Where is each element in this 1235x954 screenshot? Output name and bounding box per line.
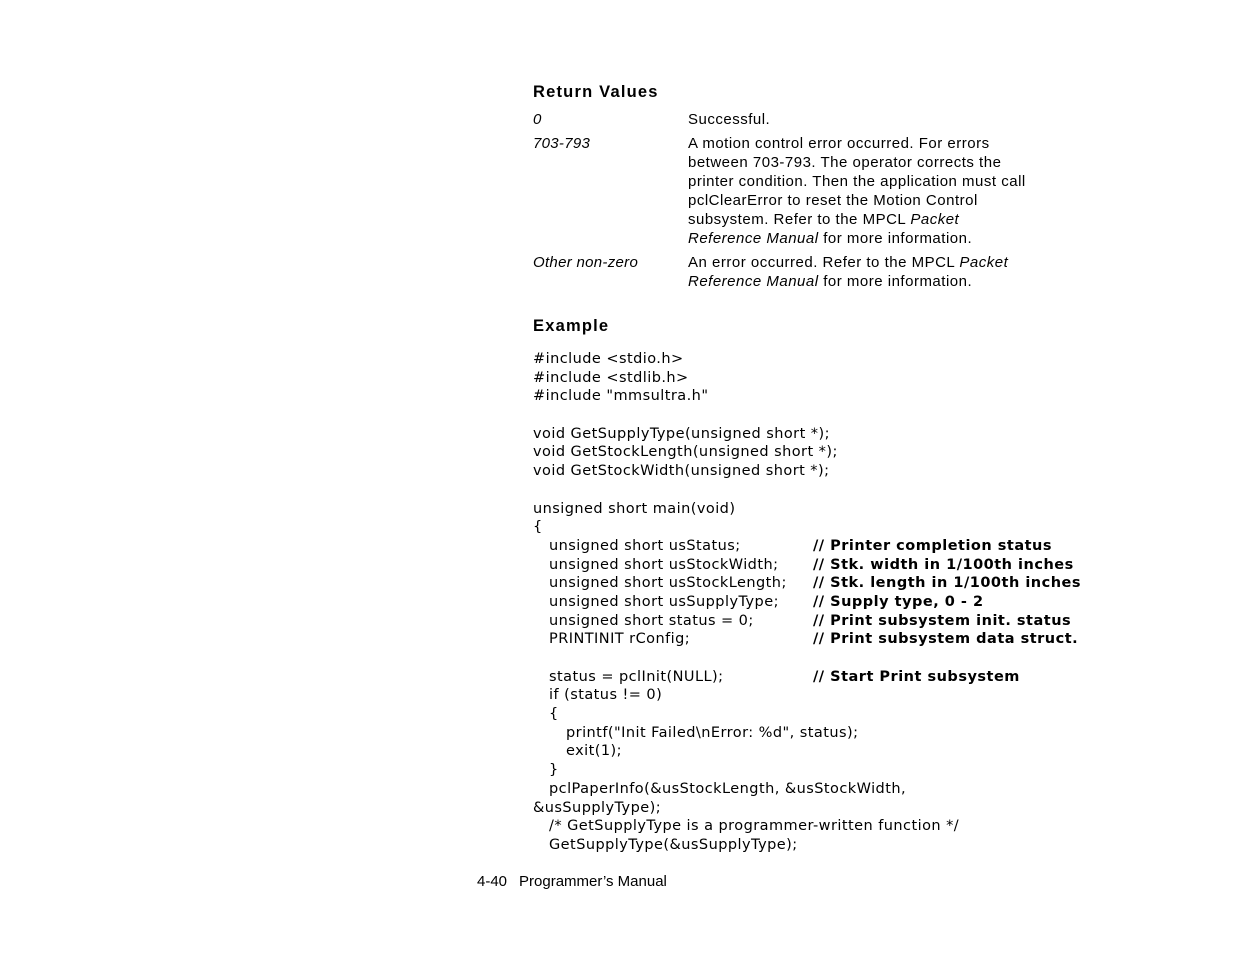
code-line <box>533 443 1133 462</box>
code-line <box>533 742 1133 761</box>
code-statement: unsigned short usSupplyType; <box>549 593 779 610</box>
code-line <box>533 593 1133 612</box>
code-line <box>533 686 1133 705</box>
code-statement: #include "mmsultra.h" <box>533 388 709 405</box>
code-statement: exit(1); <box>566 743 622 760</box>
page-number: 4-40 <box>477 873 508 890</box>
return-value-term: Other non-zero <box>533 254 639 271</box>
return-value-row <box>533 253 1093 291</box>
manual-title-italic: Reference Manual <box>688 230 819 247</box>
code-line <box>533 500 1133 519</box>
code-statement: #include <stdlib.h> <box>533 369 689 386</box>
description-text: pclClearError to reset the Motion Control <box>688 192 978 209</box>
page-footer <box>477 872 667 891</box>
code-statement: if (status != 0) <box>549 687 663 704</box>
code-comment: // Supply type, 0 - 2 <box>813 593 984 610</box>
code-statement: GetSupplyType(&usSupplyType); <box>549 836 798 853</box>
code-line <box>533 799 1133 818</box>
code-comment: // Print subsystem init. status <box>813 612 1072 629</box>
code-statement: unsigned short main(void) <box>533 500 736 517</box>
code-statement: void GetStockLength(unsigned short *); <box>533 444 838 461</box>
return-value-term: 0 <box>533 111 542 128</box>
code-statement: unsigned short usStockLength; <box>549 575 787 592</box>
code-line <box>533 406 1133 425</box>
example-heading: Example <box>533 317 610 335</box>
description-text: Successful. <box>688 111 771 128</box>
description-text: printer condition. Then the application must call <box>688 173 1026 190</box>
code-line <box>533 780 1133 799</box>
code-line <box>533 630 1133 649</box>
manual-title-italic: Packet <box>959 254 1009 271</box>
description-text: An error occurred. Refer to the MPCL <box>688 254 960 271</box>
code-line <box>533 537 1133 556</box>
code-line <box>533 724 1133 743</box>
description-text: for more information. <box>818 230 973 247</box>
code-statement: { <box>533 519 543 536</box>
code-statement: { <box>549 706 559 723</box>
code-statement: void GetStockWidth(unsigned short *); <box>533 463 830 480</box>
code-line <box>533 705 1133 724</box>
code-comment: // Stk. length in 1/100th inches <box>813 575 1081 592</box>
code-statement: } <box>549 762 559 779</box>
code-comment: // Stk. width in 1/100th inches <box>813 556 1074 573</box>
code-statement: pclPaperInfo(&usStockLength, &usStockWidth, <box>549 780 907 797</box>
code-statement: /* GetSupplyType is a programmer-written function */ <box>549 818 960 835</box>
code-example <box>533 350 1133 855</box>
return-values-table <box>533 110 1093 296</box>
code-line <box>533 481 1133 500</box>
code-statement: void GetSupplyType(unsigned short *); <box>533 425 830 442</box>
code-statement: unsigned short status = 0; <box>549 612 754 629</box>
code-line <box>533 649 1133 668</box>
manual-title: Programmer’s Manual <box>519 873 667 890</box>
code-line <box>533 817 1133 836</box>
return-value-description <box>688 253 1088 291</box>
manual-title-italic: Packet <box>910 211 960 228</box>
code-line <box>533 350 1133 369</box>
code-statement: PRINTINIT rConfig; <box>549 631 691 648</box>
description-text: between 703-793. The operator corrects the <box>688 154 1002 171</box>
code-line <box>533 612 1133 631</box>
return-value-row <box>533 110 1093 129</box>
code-statement: status = pclInit(NULL); <box>549 668 724 685</box>
code-line <box>533 518 1133 537</box>
description-text: for more information. <box>818 273 973 290</box>
code-comment: // Print subsystem data struct. <box>813 631 1079 648</box>
code-statement: unsigned short usStockWidth; <box>549 556 779 573</box>
code-statement: #include <stdio.h> <box>533 351 684 367</box>
manual-title-italic: Reference Manual <box>688 273 819 290</box>
code-statement: &usSupplyType); <box>533 799 662 816</box>
return-value-description <box>688 110 1088 129</box>
code-line <box>533 387 1133 406</box>
code-statement: printf("Init Failed\nError: %d", status); <box>566 724 859 741</box>
code-statement: unsigned short usStatus; <box>549 537 741 554</box>
description-text: A motion control error occurred. For errors <box>688 135 990 152</box>
return-value-term: 703-793 <box>533 135 591 152</box>
description-text: subsystem. Refer to the MPCL <box>688 211 911 228</box>
return-value-description <box>688 134 1088 248</box>
code-line <box>533 556 1133 575</box>
code-line <box>533 836 1133 855</box>
code-line <box>533 425 1133 444</box>
code-line <box>533 462 1133 481</box>
return-values-heading: Return Values <box>533 83 659 101</box>
code-line <box>533 369 1133 388</box>
code-line <box>533 574 1133 593</box>
return-value-row <box>533 134 1093 248</box>
code-line <box>533 761 1133 780</box>
code-line <box>533 668 1133 687</box>
code-comment: // Start Print subsystem <box>813 668 1020 685</box>
code-comment: // Printer completion status <box>813 537 1052 554</box>
